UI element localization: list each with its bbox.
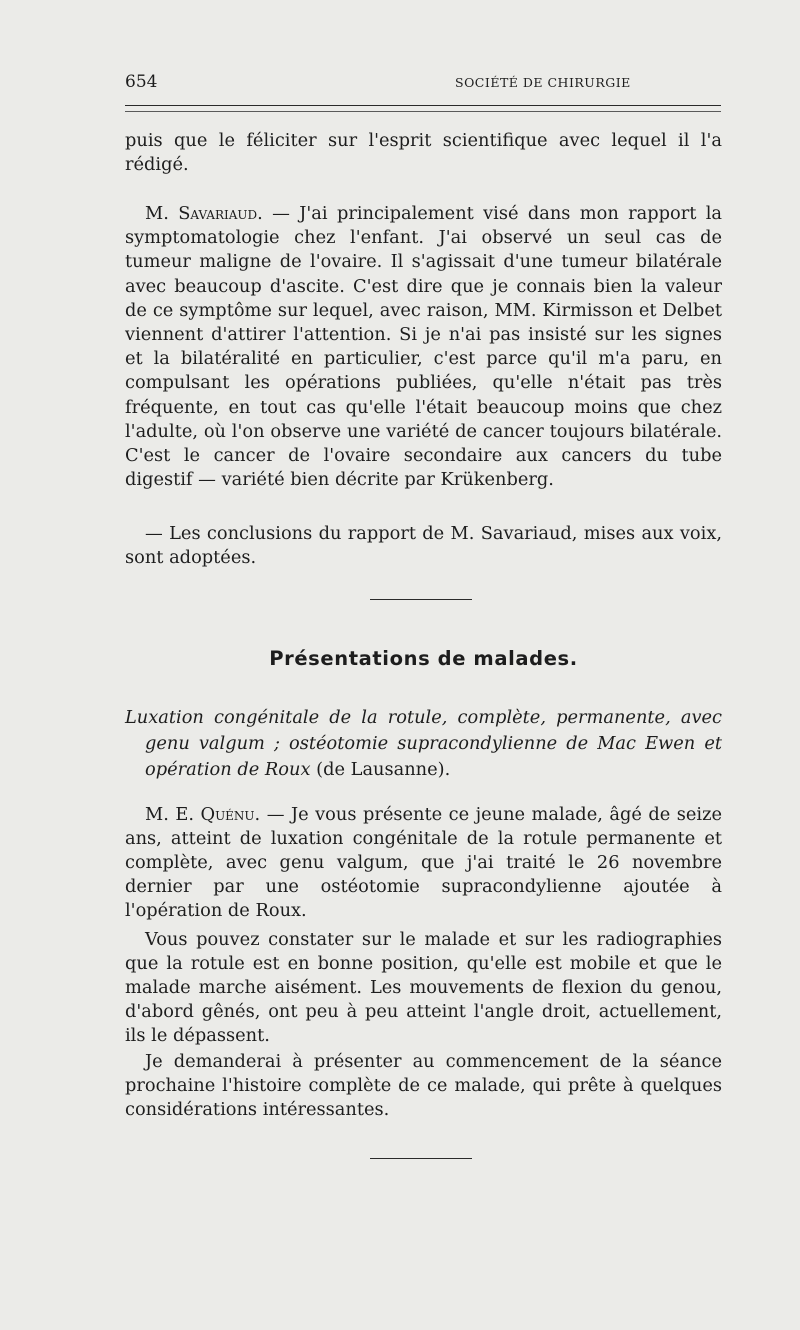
speaker-name: M. Savariaud.	[145, 203, 263, 224]
paragraph-savariaud	[125, 202, 722, 492]
case-title-italic: Luxation congénitale de la rotule, complète, permanente, avec genu valgum ; ostéotomie supracondylienne de Mac Ewen et opération de Roux	[125, 707, 722, 780]
paragraph-text: Je demanderai à présenter au commencement de la séance prochaine l'histoire complète de ce malade, qui prête à quelques considérations intéressantes.	[125, 1051, 722, 1120]
page-number: 654	[125, 72, 158, 92]
paragraph-text: — Je vous présente ce jeune malade, âgé de seize ans, atteint de luxation congénitale de la rotule permanente et complète, avec genu valgum, que j'ai traité le 26 novembre dernier par une ostéotomie supracondylienne ajoutée à l'opération de Roux.	[125, 804, 722, 921]
paragraph-text: puis que le féliciter sur l'esprit scientifique avec lequel il l'a rédigé.	[125, 130, 722, 175]
paragraph-quenu	[125, 803, 722, 923]
case-title-author: (de Lausanne).	[310, 759, 451, 780]
section-divider	[370, 599, 472, 600]
paragraph-text: Vous pouvez constater sur le malade et sur les radiographies que la rotule est en bonne position, qu'elle est mobile et que le malade marche aisément. Les mouvements de flexion du genou, d'abord gênés, ont peu à peu atteint l'angle droit, actuellement, ils le dépassent.	[125, 929, 722, 1046]
paragraph-radiographies	[125, 928, 722, 1048]
header-rule	[125, 105, 721, 106]
paragraph-text: — J'ai principalement visé dans mon rapport la symptomatologie chez l'enfant. J'ai observé un seul cas de tumeur maligne de l'ovaire. Il s'agissait d'une tumeur bilatérale avec beaucoup d'ascite. C'est dire que je connais bien la valeur de ce symptôme sur lequel, avec raison, MM. Kirmisson et Delbet viennent d'attirer l'attention. Si je n'ai pas insisté sur les signes et la bilatéralité en particulier, c'est parce qu'il m'a paru, en compulsant les opérations publiées, qu'elle n'était pas très fréquente, en tout cas qu'elle l'était beaucoup moins que chez l'adulte, où l'on observe une variété de cancer toujours bilatérale. C'est le cancer de l'ovaire secondaire aux cancers du tube digestif — variété bien décrite par Krükenberg.	[125, 203, 723, 491]
end-divider	[370, 1158, 472, 1159]
case-title	[125, 705, 722, 783]
header-rule-thin	[125, 111, 721, 112]
paragraph-text: — Les conclusions du rapport de M. Savariaud, mises aux voix, sont adoptées.	[125, 523, 722, 568]
running-title: SOCIÉTÉ DE CHIRURGIE	[455, 75, 631, 90]
section-heading: Présentations de malades.	[269, 647, 578, 670]
speaker-name: M. E. Quénu.	[145, 804, 261, 825]
paragraph-continuation	[125, 129, 722, 177]
page-header	[125, 72, 721, 96]
paragraph-conclusions	[125, 522, 722, 570]
paragraph-conclusion-quenu	[125, 1050, 722, 1122]
